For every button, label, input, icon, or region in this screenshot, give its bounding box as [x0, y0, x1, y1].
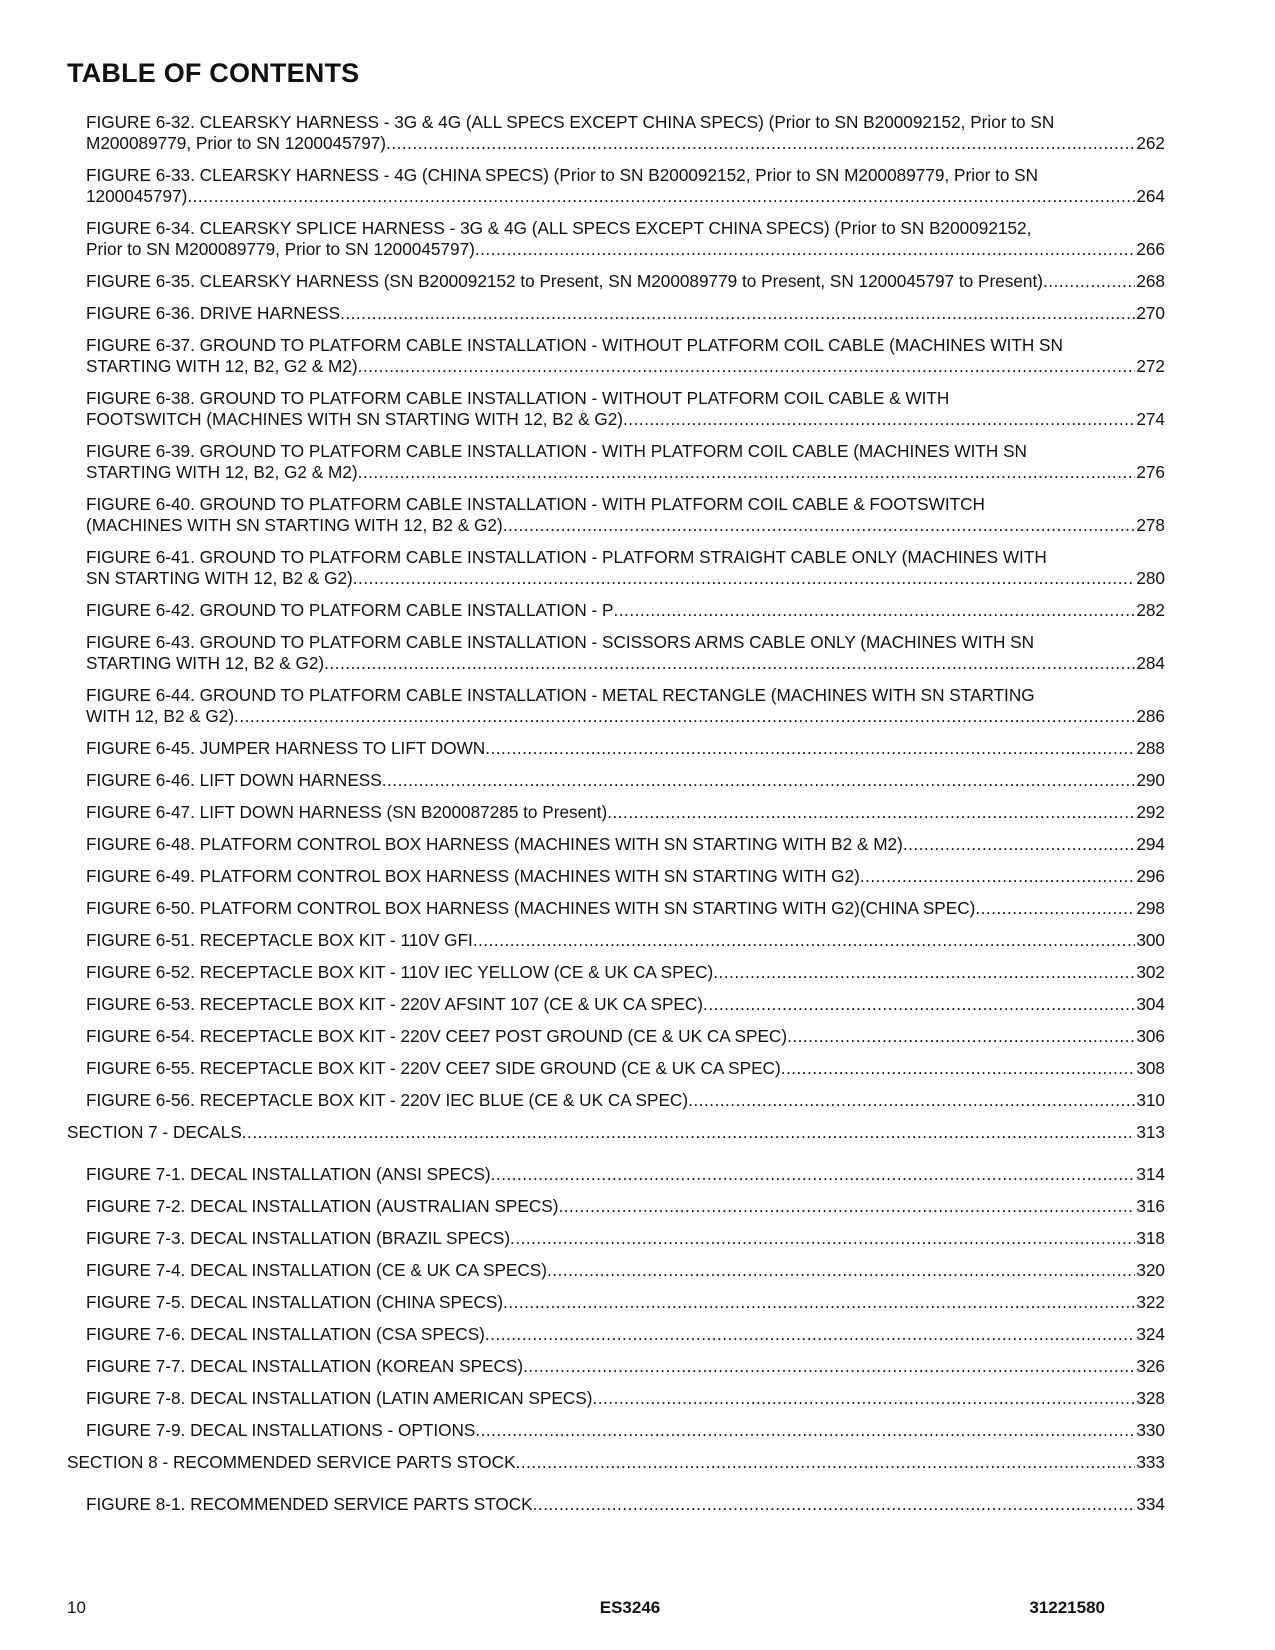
toc-figure-entry[interactable] [86, 1292, 1165, 1313]
toc-entry-page-number: 302 [1136, 962, 1165, 982]
dot-leader [903, 834, 1136, 855]
toc-figure-entry[interactable] [86, 547, 1165, 589]
toc-entry-title-line: FIGURE 6-33. CLEARSKY HARNESS - 4G (CHINA SPECS) (Prior to SN B200092152, Prior to SN M200089779, Prior to SN [86, 165, 1039, 185]
toc-entry-page-number: 276 [1136, 462, 1165, 482]
dot-leader [516, 1452, 1136, 1473]
toc-entry-page-number: 270 [1136, 303, 1165, 323]
toc-entry-page-number: 326 [1136, 1356, 1165, 1376]
toc-entry-page-number: 322 [1136, 1292, 1165, 1312]
toc-figure-entry[interactable] [86, 303, 1165, 324]
toc-figure-entry[interactable] [86, 1196, 1165, 1217]
toc-figure-entry[interactable] [86, 1324, 1165, 1345]
toc-list [0, 112, 1275, 1515]
toc-entry-title-line: WITH 12, B2 & G2) [86, 706, 235, 726]
toc-entry-page-number: 298 [1136, 898, 1165, 918]
toc-entry-title-line: FIGURE 7-5. DECAL INSTALLATION (CHINA SPECS) [86, 1292, 504, 1312]
dot-leader [386, 133, 1135, 154]
toc-figure-entry[interactable] [86, 494, 1165, 536]
toc-entry-title-line: FIGURE 6-47. LIFT DOWN HARNESS (SN B200087285 to Present) [86, 802, 608, 822]
dot-leader [558, 1196, 1135, 1217]
toc-figure-entry[interactable] [86, 1356, 1165, 1377]
toc-entry-page-number: 282 [1136, 600, 1165, 620]
dot-leader [860, 866, 1135, 887]
toc-figure-entry[interactable] [86, 994, 1165, 1015]
dot-leader [1043, 271, 1135, 292]
toc-figure-entry[interactable] [86, 600, 1165, 621]
toc-figure-entry[interactable] [86, 165, 1165, 207]
toc-entry-title-line: FIGURE 6-46. LIFT DOWN HARNESS [86, 770, 382, 790]
footer-model: ES3246 [599, 1598, 661, 1617]
dot-leader [523, 1356, 1135, 1377]
toc-entry-page-number: 300 [1136, 930, 1165, 950]
toc-entry-title-line: FIGURE 7-7. DECAL INSTALLATION (KOREAN SPECS) [86, 1356, 524, 1376]
toc-entry-title-line: FIGURE 7-6. DECAL INSTALLATION (CSA SPECS) [86, 1324, 485, 1344]
toc-entry-page-number: 266 [1136, 239, 1165, 259]
toc-figure-entry[interactable] [86, 218, 1165, 260]
dot-leader [593, 1388, 1136, 1409]
dot-leader [187, 186, 1135, 207]
toc-section-entry[interactable] [67, 1122, 1165, 1143]
toc-entry-page-number: 272 [1136, 356, 1165, 376]
toc-entry-title-line: FIGURE 6-50. PLATFORM CONTROL BOX HARNESS (MACHINES WITH SN STARTING WITH G2)(CHINA SPEC) [86, 898, 976, 918]
toc-entry-page-number: 320 [1136, 1260, 1165, 1280]
toc-figure-entry[interactable] [86, 770, 1165, 791]
toc-entry-title-line: FIGURE 6-40. GROUND TO PLATFORM CABLE INSTALLATION - WITH PLATFORM COIL CABLE & FOOTSWITCH [86, 494, 985, 514]
toc-entry-title-line: FIGURE 6-42. GROUND TO PLATFORM CABLE INSTALLATION - P [86, 600, 614, 620]
dot-leader [614, 600, 1136, 621]
toc-entry-title-line: STARTING WITH 12, B2, G2 & M2) [86, 462, 358, 482]
toc-entry-title-line: SECTION 8 - RECOMMENDED SERVICE PARTS STOCK [67, 1452, 516, 1472]
toc-entry-page-number: 292 [1136, 802, 1165, 822]
dot-leader [475, 239, 1135, 260]
toc-entry-title-line: Prior to SN M200089779, Prior to SN 1200045797) [86, 239, 475, 259]
toc-entry-title-line: FIGURE 6-56. RECEPTACLE BOX KIT - 220V IEC BLUE (CE & UK CA SPEC) [86, 1090, 689, 1110]
toc-figure-entry[interactable] [86, 1260, 1165, 1281]
dot-leader [234, 706, 1135, 727]
page-title: TABLE OF CONTENTS [67, 58, 360, 88]
toc-entry-page-number: 262 [1136, 133, 1165, 153]
toc-figure-entry[interactable] [86, 1164, 1165, 1185]
toc-figure-entry[interactable] [86, 930, 1165, 951]
toc-entry-title-line: M200089779, Prior to SN 1200045797) [86, 133, 387, 153]
toc-entry-title-line: FIGURE 6-44. GROUND TO PLATFORM CABLE INSTALLATION - METAL RECTANGLE (MACHINES WITH SN STARTING [86, 685, 1035, 705]
dot-leader [975, 898, 1135, 919]
toc-entry-title-line: SECTION 7 - DECALS [67, 1122, 242, 1142]
toc-entry-title-line: FIGURE 6-52. RECEPTACLE BOX KIT - 110V IEC YELLOW (CE & UK CA SPEC) [86, 962, 714, 982]
toc-entry-page-number: 313 [1136, 1122, 1165, 1142]
toc-entry-title-line: STARTING WITH 12, B2, G2 & M2) [86, 356, 358, 376]
toc-entry-title-line: FIGURE 6-48. PLATFORM CONTROL BOX HARNESS (MACHINES WITH SN STARTING WITH B2 & M2) [86, 834, 903, 854]
toc-entry-title-line: FIGURE 6-39. GROUND TO PLATFORM CABLE INSTALLATION - WITH PLATFORM COIL CABLE (MACHINES WITH SN [86, 441, 1027, 461]
dot-leader [324, 653, 1135, 674]
toc-entry-page-number: 308 [1136, 1058, 1165, 1078]
dot-leader [533, 1494, 1136, 1515]
toc-entry-title-line: FIGURE 6-38. GROUND TO PLATFORM CABLE INSTALLATION - WITHOUT PLATFORM COIL CABLE & WITH [86, 388, 950, 408]
dot-leader [607, 802, 1135, 823]
toc-figure-entry[interactable] [86, 1058, 1165, 1079]
toc-entry-title-line: SN STARTING WITH 12, B2 & G2) [86, 568, 353, 588]
dot-leader [781, 1058, 1136, 1079]
toc-entry-title-line: FIGURE 6-53. RECEPTACLE BOX KIT - 220V AFSINT 107 (CE & UK CA SPEC) [86, 994, 704, 1014]
dot-leader [703, 994, 1135, 1015]
toc-entry-page-number: 318 [1136, 1228, 1165, 1248]
toc-entry-page-number: 310 [1136, 1090, 1165, 1110]
toc-figure-entry[interactable] [86, 738, 1165, 759]
toc-figure-entry[interactable] [86, 1420, 1165, 1441]
toc-figure-entry[interactable] [86, 685, 1165, 727]
dot-leader [358, 356, 1136, 377]
dot-leader [510, 1228, 1135, 1249]
toc-entry-title-line: STARTING WITH 12, B2 & G2) [86, 653, 325, 673]
dot-leader [688, 1090, 1135, 1111]
toc-entry-title-line: FIGURE 6-45. JUMPER HARNESS TO LIFT DOWN [86, 738, 486, 758]
toc-entry-title-line: FIGURE 6-49. PLATFORM CONTROL BOX HARNESS (MACHINES WITH SN STARTING WITH G2) [86, 866, 860, 886]
dot-leader [713, 962, 1135, 983]
toc-figure-entry[interactable] [86, 112, 1165, 154]
toc-figure-entry[interactable] [86, 898, 1165, 919]
toc-entry-title-line: FIGURE 7-8. DECAL INSTALLATION (LATIN AMERICAN SPECS) [86, 1388, 593, 1408]
dot-leader [547, 1260, 1135, 1281]
toc-entry-title-line: FIGURE 7-3. DECAL INSTALLATION (BRAZIL SPECS) [86, 1228, 511, 1248]
toc-entry-title-line: 1200045797) [86, 186, 188, 206]
footer-page-number: 10 [67, 1598, 86, 1617]
toc-entry-page-number: 280 [1136, 568, 1165, 588]
toc-figure-entry[interactable] [86, 335, 1165, 377]
dot-leader [473, 930, 1135, 951]
toc-figure-entry[interactable] [86, 1388, 1165, 1409]
toc-entry-page-number: 288 [1136, 738, 1165, 758]
toc-entry-title-line: FIGURE 6-43. GROUND TO PLATFORM CABLE INSTALLATION - SCISSORS ARMS CABLE ONLY (MACHINES WITH SN [86, 632, 1035, 652]
toc-entry-title-line: FIGURE 6-54. RECEPTACLE BOX KIT - 220V CEE7 POST GROUND (CE & UK CA SPEC) [86, 1026, 788, 1046]
toc-figure-entry[interactable] [86, 802, 1165, 823]
toc-entry-page-number: 328 [1136, 1388, 1165, 1408]
toc-figure-entry[interactable] [86, 834, 1165, 855]
toc-entry-page-number: 264 [1136, 186, 1165, 206]
dot-leader [485, 1324, 1135, 1345]
toc-entry-title-line: FIGURE 7-9. DECAL INSTALLATIONS - OPTIONS [86, 1420, 476, 1440]
toc-entry-title-line: (MACHINES WITH SN STARTING WITH 12, B2 & G2) [86, 515, 503, 535]
dot-leader [340, 303, 1135, 324]
dot-leader [242, 1122, 1136, 1143]
dot-leader [503, 515, 1136, 536]
toc-entry-title-line: FIGURE 6-51. RECEPTACLE BOX KIT - 110V GFI [86, 930, 473, 950]
toc-figure-entry[interactable] [86, 1228, 1165, 1249]
toc-entry-page-number: 304 [1136, 994, 1165, 1014]
dot-leader [623, 409, 1135, 430]
dot-leader [503, 1292, 1135, 1313]
toc-entry-page-number: 274 [1136, 409, 1165, 429]
dot-leader [382, 770, 1136, 791]
toc-entry-page-number: 294 [1136, 834, 1165, 854]
toc-entry-page-number: 290 [1136, 770, 1165, 790]
toc-entry-title-line: FIGURE 7-4. DECAL INSTALLATION (CE & UK CA SPECS) [86, 1260, 547, 1280]
toc-entry-title-line: FIGURE 6-55. RECEPTACLE BOX KIT - 220V CEE7 SIDE GROUND (CE & UK CA SPEC) [86, 1058, 781, 1078]
toc-figure-entry[interactable] [86, 388, 1165, 430]
toc-entry-title-line: FIGURE 6-32. CLEARSKY HARNESS - 3G & 4G (ALL SPECS EXCEPT CHINA SPECS) (Prior to SN B200092152, Prior to SN [86, 112, 1055, 132]
toc-entry-page-number: 314 [1136, 1164, 1165, 1184]
dot-leader [491, 1164, 1136, 1185]
toc-entry-title-line: FIGURE 6-35. CLEARSKY HARNESS (SN B200092152 to Present, SN M200089779 to Present, SN 1200045797 to Present) [86, 271, 1043, 291]
toc-entry-page-number: 330 [1136, 1420, 1165, 1440]
toc-figure-entry[interactable] [86, 962, 1165, 983]
toc-figure-entry[interactable] [86, 866, 1165, 887]
dot-leader [358, 462, 1136, 483]
toc-figure-entry[interactable] [86, 271, 1165, 292]
toc-entry-title-line: FIGURE 7-2. DECAL INSTALLATION (AUSTRALIAN SPECS) [86, 1196, 559, 1216]
toc-figure-entry[interactable] [86, 632, 1165, 674]
toc-entry-title-line: FIGURE 6-36. DRIVE HARNESS [86, 303, 341, 323]
toc-entry-title-line: FIGURE 8-1. RECOMMENDED SERVICE PARTS STOCK [86, 1494, 533, 1514]
toc-entry-page-number: 306 [1136, 1026, 1165, 1046]
toc-entry-page-number: 284 [1136, 653, 1165, 673]
toc-entry-page-number: 296 [1136, 866, 1165, 886]
toc-entry-page-number: 324 [1136, 1324, 1165, 1344]
toc-entry-title-line: FOOTSWITCH (MACHINES WITH SN STARTING WITH 12, B2 & G2) [86, 409, 623, 429]
dot-leader [475, 1420, 1135, 1441]
dot-leader [353, 568, 1136, 589]
dot-leader [485, 738, 1135, 759]
toc-figure-entry[interactable] [86, 1090, 1165, 1111]
dot-leader [787, 1026, 1135, 1047]
toc-entry-page-number: 334 [1136, 1494, 1165, 1514]
toc-figure-entry[interactable] [86, 1494, 1165, 1515]
toc-entry-page-number: 278 [1136, 515, 1165, 535]
toc-entry-page-number: 286 [1136, 706, 1165, 726]
toc-entry-page-number: 268 [1136, 271, 1165, 291]
toc-entry-page-number: 333 [1136, 1452, 1165, 1472]
toc-entry-title-line: FIGURE 7-1. DECAL INSTALLATION (ANSI SPECS) [86, 1164, 491, 1184]
toc-figure-entry[interactable] [86, 441, 1165, 483]
toc-entry-title-line: FIGURE 6-34. CLEARSKY SPLICE HARNESS - 3G & 4G (ALL SPECS EXCEPT CHINA SPECS) (Prior to SN B200092152, [86, 218, 1032, 238]
toc-figure-entry[interactable] [86, 1026, 1165, 1047]
toc-entry-title-line: FIGURE 6-37. GROUND TO PLATFORM CABLE INSTALLATION - WITHOUT PLATFORM COIL CABLE (MACHINES WITH SN [86, 335, 1063, 355]
toc-entry-title-line: FIGURE 6-41. GROUND TO PLATFORM CABLE INSTALLATION - PLATFORM STRAIGHT CABLE ONLY (MACHINES WITH [86, 547, 1047, 567]
toc-entry-page-number: 316 [1136, 1196, 1165, 1216]
footer-doc-number: 31221580 [1029, 1598, 1105, 1617]
toc-section-entry[interactable] [67, 1452, 1165, 1473]
